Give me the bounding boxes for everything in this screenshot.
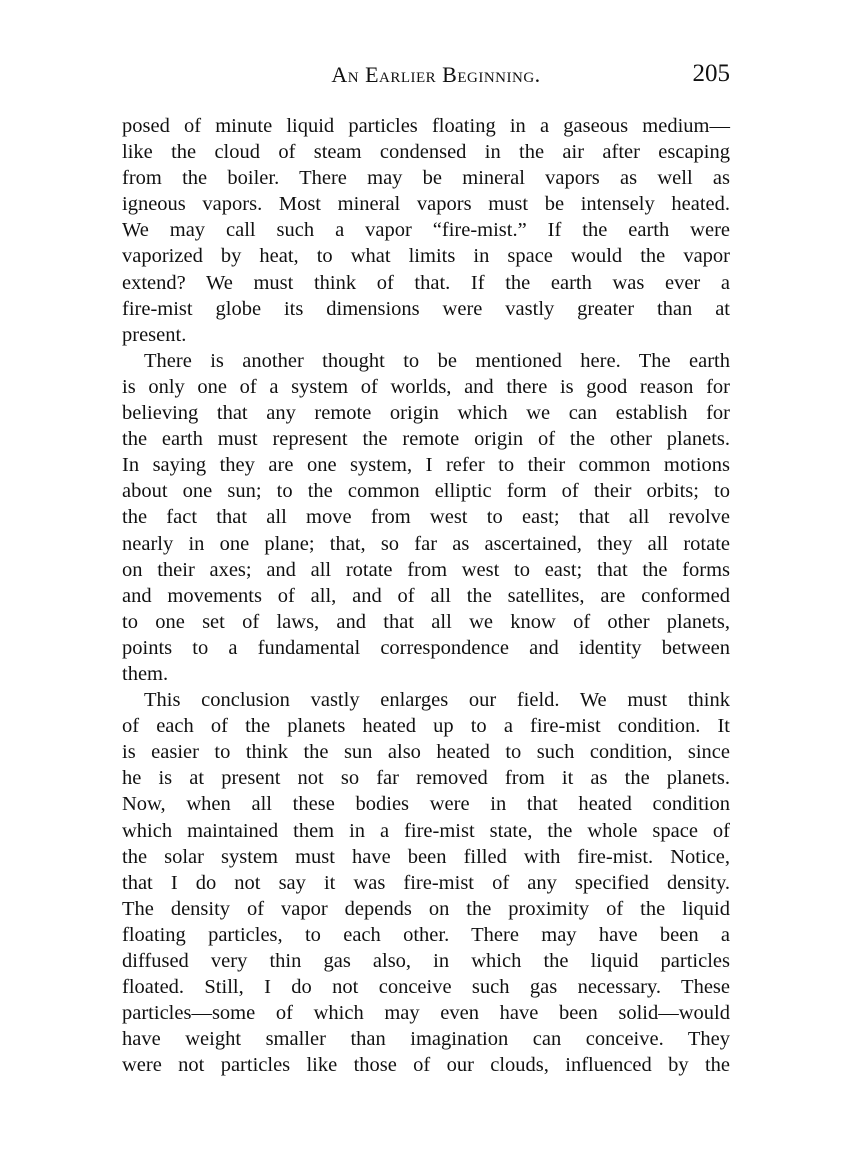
text-line: vaporized by heat, to what limits in space would the vapor: [122, 245, 730, 268]
text-line: points to a fundamental correspondence and identity between: [122, 636, 730, 659]
text-line: The density of vapor depends on the proximity of the liquid: [122, 897, 730, 920]
paragraph: [122, 113, 730, 348]
text-line: posed of minute liquid particles floating in a gaseous medium—: [122, 115, 730, 137]
text-line: like the cloud of steam condensed in the air after escaping: [122, 141, 730, 164]
text-line: on their axes; and all rotate from west to east; that the forms: [122, 558, 730, 581]
text-line: In saying they are one system, I refer to their common motions: [122, 454, 730, 477]
text-line: This conclusion vastly enlarges our field. We must think: [144, 689, 730, 712]
text-line: he is at present not so far removed from it as the planets.: [122, 767, 730, 790]
text-line: about one sun; to the common elliptic form of their orbits; to: [122, 480, 730, 503]
text-line: present.: [122, 323, 187, 346]
page-number: 205: [692, 60, 730, 87]
text-line: There is another thought to be mentioned here. The earth: [144, 349, 730, 372]
text-line: the fact that all move from west to east; that all revolve: [122, 506, 730, 529]
text-line: We may call such a vapor “fire-mist.” If the earth were: [122, 219, 730, 242]
text-line: Now, when all these bodies were in that heated condition: [122, 793, 730, 816]
text-line: igneous vapors. Most mineral vapors must be intensely heated.: [122, 193, 730, 216]
text-line: them.: [122, 662, 169, 685]
text-line: diffused very thin gas also, in which the liquid particles: [122, 950, 730, 972]
running-head: [122, 60, 730, 94]
text-line: floating particles, to each other. There may have been a: [122, 923, 730, 946]
text-line: which maintained them in a fire-mist state, the whole space of: [122, 819, 730, 842]
text-line: particles—some of which may even have been solid—would: [122, 1002, 730, 1025]
text-line: from the boiler. There may be mineral vapors as well as: [122, 167, 730, 190]
text-line: and movements of all, and of all the satellites, are conformed: [122, 584, 730, 607]
text-line: the solar system must have been filled with fire-mist. Notice,: [122, 845, 730, 868]
text-line: is only one of a system of worlds, and there is good reason for: [122, 375, 730, 398]
text-line: the earth must represent the remote origin of the other planets.: [122, 428, 730, 451]
running-title: An Earlier Beginning.: [331, 62, 541, 87]
text-line: is easier to think the sun also heated to such condition, since: [122, 741, 730, 764]
text-line: floated. Still, I do not conceive such gas necessary. These: [122, 976, 730, 999]
text-line: fire-mist globe its dimensions were vastly greater than at: [122, 297, 730, 320]
text-line: believing that any remote origin which we can establish for: [122, 402, 730, 425]
text-line: were not particles like those of our clouds, influenced by the: [122, 1054, 730, 1077]
body-text: [122, 113, 730, 1078]
text-line: to one set of laws, and that all we know of other planets,: [122, 610, 730, 633]
text-line: of each of the planets heated up to a fire-mist condition. It: [122, 715, 730, 738]
text-line: nearly in one plane; that, so far as ascertained, they all rotate: [122, 532, 730, 555]
text-line: extend? We must think of that. If the earth was ever a: [122, 271, 730, 294]
text-line: that I do not say it was fire-mist of any specified density.: [122, 871, 730, 894]
text-line: have weight smaller than imagination can conceive. They: [122, 1028, 730, 1051]
paragraph: [122, 348, 730, 687]
paragraph: [122, 687, 730, 1078]
